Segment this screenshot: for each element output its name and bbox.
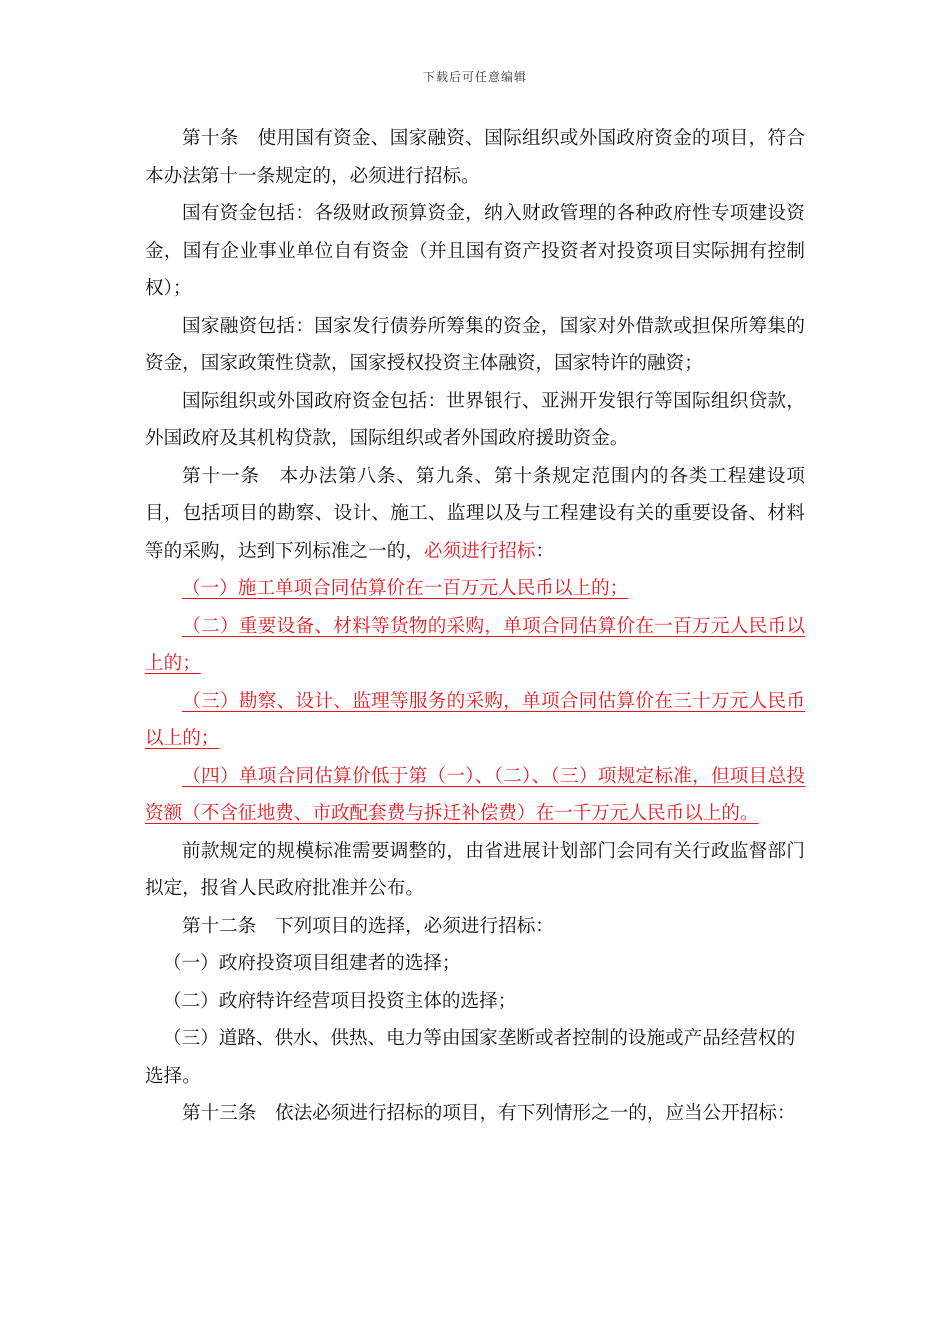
threshold-item-1-text: （一）施工单项合同估算价在一百万元人民币以上的；: [182, 578, 629, 599]
threshold-item-3: [145, 683, 805, 758]
threshold-item-4: [145, 758, 805, 833]
threshold-item-lead: [145, 683, 182, 721]
article-11-intro-end: ：: [535, 540, 555, 562]
threshold-item-2-text: （二）重要设备、材料等货物的采购，单项合同估算价在一百万元人民币以上的；: [145, 615, 805, 674]
article-12-item-3: （三）道路、供水、供热、电力等由国家垄断或者控制的设施或产品经营权的选择。: [145, 1028, 796, 1087]
article-12-item-2: （二）政府特许经营项目投资主体的选择；: [163, 990, 517, 1012]
article-11-intro-text: 第十一条 本办法第八条、第九条、第十条规定范围内的各类工程建设项目，包括项目的勘察、设计、施工、监理以及与工程建设有关的重要设备、材料等的采购，达到下列标准之一的，: [145, 465, 805, 562]
article-12-item-1: （一）政府投资项目组建者的选择；: [163, 953, 461, 974]
threshold-item-lead: [145, 570, 182, 608]
threshold-item-2: [145, 608, 805, 683]
state-funds-paragraph: 国有资金包括：各级财政预算资金，纳入财政管理的各种政府性专项建设资金，国有企业事业单位自有资金（并且国有资产投资者对投资项目实际拥有控制权）；: [145, 203, 805, 299]
page-header-note: 下载后可任意编辑: [422, 70, 527, 84]
threshold-item-tail: [201, 645, 219, 683]
document-body: [145, 120, 805, 1133]
threshold-item-lead: [145, 608, 182, 646]
threshold-item-lead: [145, 758, 182, 796]
article-10-paragraph: 第十条 使用国有资金、国家融资、国际组织或外国政府资金的项目，符合本办法第十一条规定的，必须进行招标。: [145, 128, 805, 187]
international-funds-paragraph: 国际组织或外国政府资金包括：世界银行、亚洲开发银行等国际组织贷款，外国政府及其机构贷款，国际组织或者外国政府援助资金。: [145, 390, 805, 449]
article-12-paragraph: 第十二条 下列项目的选择，必须进行招标：: [182, 915, 554, 937]
threshold-item-1: [145, 570, 805, 608]
threshold-item-4-text: （四）单项合同估算价低于第（一）、（二）、（三）项规定标准，但项目总投资额（不含征地费、市政配套费与拆迁补偿费）在一千万元人民币以上的。: [145, 765, 805, 824]
state-financing-paragraph: 国家融资包括：国家发行债券所筹集的资金，国家对外借款或担保所筹集的资金，国家政策性贷款，国家授权投资主体融资，国家特许的融资；: [145, 315, 805, 374]
threshold-item-tail: [628, 570, 656, 608]
threshold-item-tail: [759, 795, 777, 833]
threshold-item-tail: [219, 720, 237, 758]
article-11-highlight-text: 必须进行招标: [423, 540, 536, 562]
article-11-paragraph: [145, 458, 805, 571]
adjustment-paragraph: 前款规定的规模标准需要调整的，由省进展计划部门会同有关行政监督部门拟定，报省人民政府批准并公布。: [145, 840, 805, 899]
threshold-item-3-text: （三）勘察、设计、监理等服务的采购，单项合同估算价在三十万元人民币以上的；: [145, 690, 805, 749]
article-13-paragraph: 第十三条 依法必须进行招标的项目，有下列情形之一的，应当公开招标：: [182, 1103, 796, 1124]
